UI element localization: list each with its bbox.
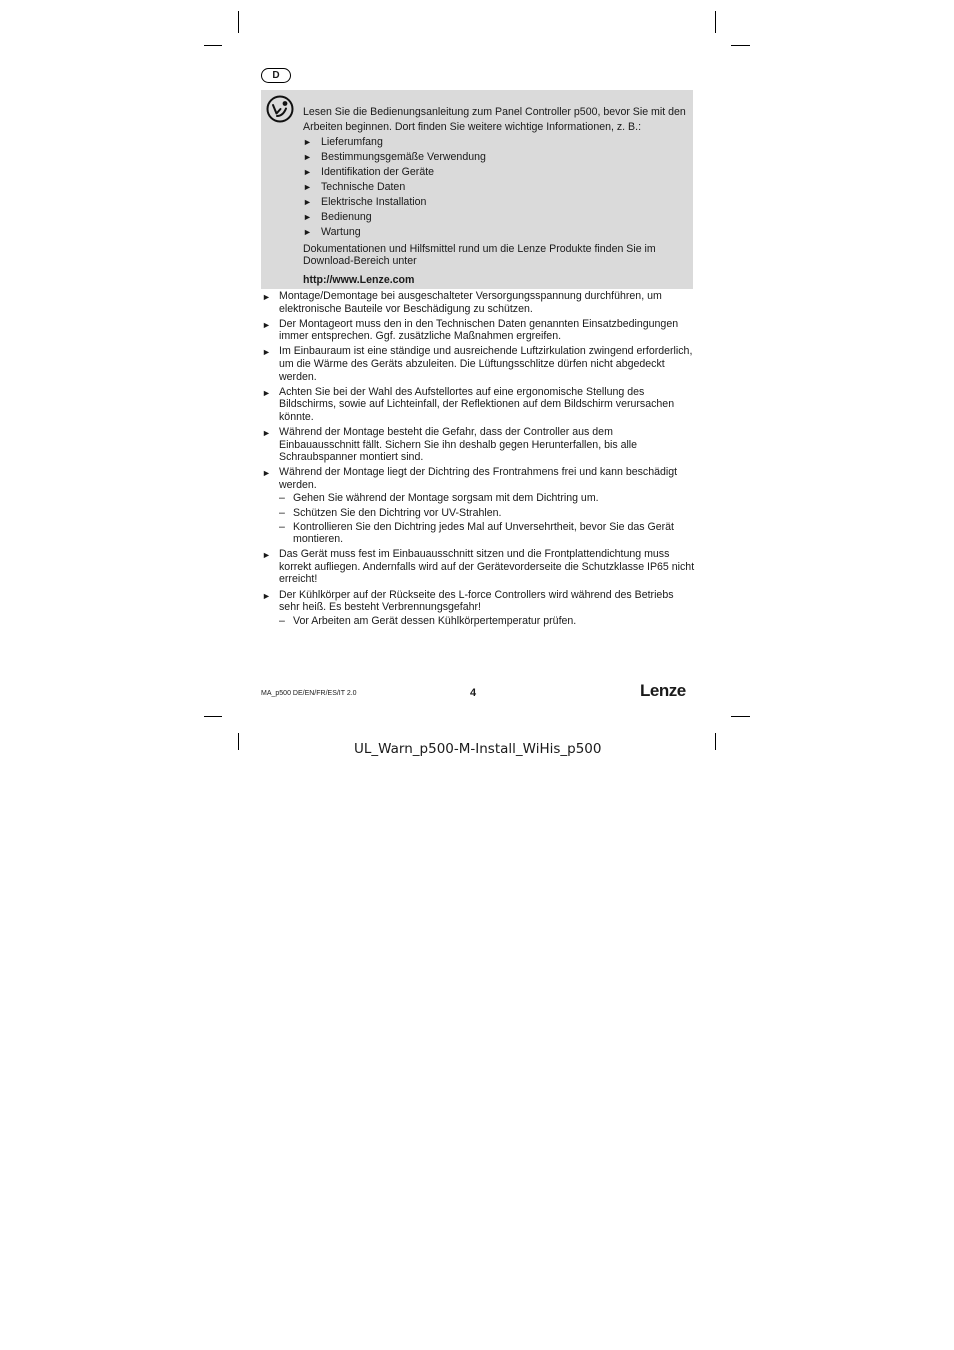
document-id: MA_p500 DE/EN/FR/ES/IT 2.0 <box>261 690 357 697</box>
arrow-bullet-icon: ► <box>303 227 312 237</box>
crop-mark <box>715 733 716 750</box>
note-topic-list <box>303 135 688 240</box>
arrow-bullet-icon: ► <box>303 212 312 222</box>
documentation-hint: Dokumentationen und Hilfsmittel rund um die Lenze Produkte finden Sie im Download-Bereich unter <box>303 243 656 267</box>
arrow-bullet-icon: ► <box>262 387 271 398</box>
crop-mark <box>238 733 239 750</box>
note-intro: Lesen Sie die Bedienungsanleitung zum Panel Controller p500, bevor Sie mit den Arbeiten beginnen. Dort finden Sie weitere wichtige Informationen, z. B.: <box>303 106 686 133</box>
arrow-bullet-icon: ► <box>262 292 271 302</box>
crop-mark <box>238 11 239 33</box>
note-list-item: ► Bestimmungsgemäße Verwendung <box>303 151 486 163</box>
note-list-item: ► Bedienung <box>303 211 372 223</box>
note-list-item: ► Wartung <box>303 226 361 238</box>
safety-item: ► Der Montageort muss den in den Technischen Daten genannten Einsatzbedingungen immer entsprechen. Ggf. zusätzliche Maßnahmen ergreifen. <box>262 317 679 343</box>
note-content <box>303 105 688 288</box>
arrow-bullet-icon: ► <box>262 347 271 358</box>
arrow-bullet-icon: ► <box>303 167 312 177</box>
dash-bullet-icon: – <box>279 520 285 533</box>
info-note-box <box>261 90 693 289</box>
arrow-bullet-icon: ► <box>262 468 271 479</box>
page-number: 4 <box>470 687 477 699</box>
safety-item: ► Der Kühlkörper auf der Rückseite des L-force Controllers wird während des Betriebs sehr heiß. Es besteht Verbrennungsgefahr! – Vor Arbeiten am Gerät dessen Kühlkörpertemperatur prüfen. <box>261 589 695 628</box>
safety-item: ► Während der Montage besteht die Gefahr, dass der Controller aus dem Einbauausschnitt fällt. Sichern Sie ihn deshalb gegen Herunterfallen, bis alle Schraubspanner montiert sind. <box>262 425 638 464</box>
file-label: UL_Warn_p500-M-Install_WiHis_p500 <box>354 741 602 757</box>
safety-item: ► Achten Sie bei der Wahl des Aufstellortes auf eine ergonomische Stellung des Bildschirms, sowie auf Lichteinfall, der Reflektionen auf dem Bildschirm verursachen könnte. <box>262 385 675 423</box>
safety-sub-item: – Gehen Sie während der Montage sorgsam mit dem Dichtring um. <box>279 492 599 505</box>
safety-sub-item: – Vor Arbeiten am Gerät dessen Kühlkörpertemperatur prüfen. <box>279 614 577 627</box>
arrow-bullet-icon: ► <box>303 182 312 192</box>
safety-item: ► Während der Montage liegt der Dichtring des Frontrahmens frei und kann beschädigt werden. – Gehen Sie während der Montage sorgsam mit dem Dichtring um. – Schützen Sie den Dichtring vor UV-Strahlen. – Kontrollieren Sie den Dichtring jedes Mal auf Unversehrtheit, bevor Sie das Gerät montieren. <box>261 466 695 546</box>
crop-mark <box>731 45 750 46</box>
safety-item: ► Das Gerät muss fest im Einbauausschnitt sitzen und die Frontplattendichtung muss korrekt aufliegen. Andernfalls wird auf der Gerätevorderseite die Schutzklasse IP65 nicht erreicht! <box>262 548 695 586</box>
safety-instructions-list <box>261 290 695 630</box>
arrow-bullet-icon: ► <box>262 590 271 601</box>
crop-mark <box>731 716 750 717</box>
dash-bullet-icon: – <box>279 506 285 519</box>
note-list-item: ► Lieferumfang <box>303 136 383 148</box>
safety-sub-list <box>279 615 695 628</box>
note-list-item: ► Identifikation der Geräte <box>303 166 435 178</box>
note-list-item: ► Elektrische Installation <box>303 196 427 208</box>
safety-sub-list <box>279 492 695 545</box>
arrow-bullet-icon: ► <box>262 319 271 330</box>
note-list-item: ► Technische Daten <box>303 181 406 193</box>
safety-sub-item: – Schützen Sie den Dichtring vor UV-Strahlen. <box>279 506 502 519</box>
arrow-bullet-icon: ► <box>303 197 312 207</box>
lenze-website-link[interactable]: http://www.Lenze.com <box>303 274 415 286</box>
arrow-bullet-icon: ► <box>262 427 271 438</box>
dash-bullet-icon: – <box>279 614 285 627</box>
crop-mark <box>715 11 716 33</box>
safety-item: ► Montage/Demontage bei ausgeschalteter Versorgungsspannung durchführen, um elektronische Bauteile vor Beschädigung zu schützen. <box>262 290 662 315</box>
dash-bullet-icon: – <box>279 492 285 505</box>
language-badge: D <box>261 68 291 83</box>
arrow-bullet-icon: ► <box>262 550 271 561</box>
arrow-bullet-icon: ► <box>303 152 312 162</box>
read-manual-icon <box>266 95 294 123</box>
safety-item: ► Im Einbauraum ist eine ständige und ausreichende Luftzirkulation zwingend erforderlich, um die Wärme des Geräts abzuleiten. Die Lüftungsschlitze dürfen nicht abgedeckt werden. <box>262 345 693 383</box>
safety-sub-item: – Kontrollieren Sie den Dichtring jedes Mal auf Unversehrtheit, bevor Sie das Gerät montieren. <box>279 520 674 546</box>
crop-mark <box>204 45 222 46</box>
crop-mark <box>204 716 222 717</box>
arrow-bullet-icon: ► <box>303 137 312 147</box>
lenze-logo: Lenze <box>640 681 686 700</box>
